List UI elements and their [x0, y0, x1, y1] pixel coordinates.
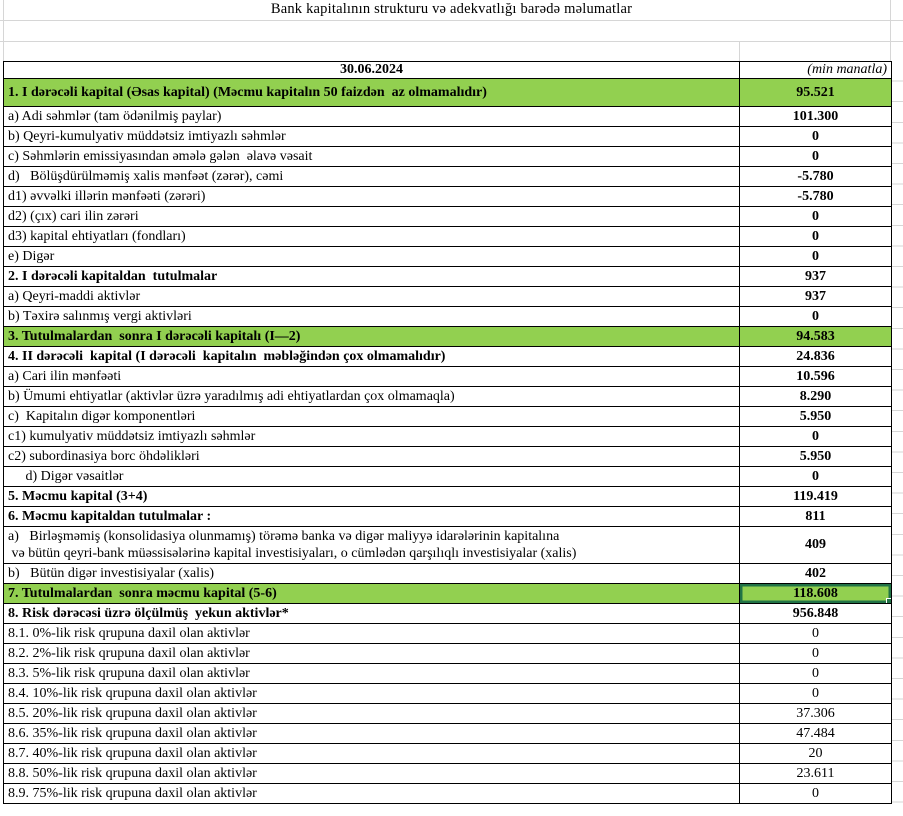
table-row — [4, 347, 892, 367]
table-row — [4, 207, 892, 227]
row-label-cell[interactable]: 8.1. 0%-lik risk qrupuna daxil olan aktivlər — [4, 624, 740, 644]
row-value-cell[interactable]: 402 — [740, 564, 892, 584]
row-label-cell[interactable]: 2. I dərəcəli kapitaldan tutulmalar — [4, 267, 740, 287]
row-value-cell[interactable]: 5.950 — [740, 407, 892, 427]
row-value-cell[interactable]: 937 — [740, 287, 892, 307]
table-row — [4, 307, 892, 327]
table-row — [4, 367, 892, 387]
row-label-cell[interactable]: 8.9. 75%-lik risk qrupuna daxil olan aktivlər — [4, 784, 740, 804]
sheet-title: Bank kapitalının strukturu və adekvatlığı barədə məlumatlar — [270, 1, 633, 17]
table-row — [4, 79, 892, 107]
row-label-cell[interactable]: 8.8. 50%-lik risk qrupuna daxil olan aktivlər — [4, 764, 740, 784]
row-label-cell[interactable]: 8.6. 35%-lik risk qrupuna daxil olan aktivlər — [4, 724, 740, 744]
table-row — [4, 407, 892, 427]
row-value-cell[interactable]: 0 — [740, 147, 892, 167]
row-value-cell[interactable]: 0 — [740, 127, 892, 147]
row-value-cell[interactable]: 94.583 — [740, 327, 892, 347]
row-label-cell[interactable]: 8.3. 5%-lik risk qrupuna daxil olan aktivlər — [4, 664, 740, 684]
table-row — [4, 527, 892, 564]
table-row — [4, 127, 892, 147]
row-value-cell[interactable]: 0 — [740, 427, 892, 447]
table-row — [4, 107, 892, 127]
row-label-cell[interactable]: d) Digər vəsaitlər — [4, 467, 740, 487]
table-row — [4, 387, 892, 407]
row-value-cell[interactable]: 0 — [740, 467, 892, 487]
row-value-cell[interactable]: 0 — [740, 784, 892, 804]
row-label-cell[interactable]: a) Qeyri-maddi aktivlər — [4, 287, 740, 307]
row-label-cell[interactable]: 3. Tutulmalardan sonra I dərəcəli kapitalı (I—2) — [4, 327, 740, 347]
selected-cell[interactable]: 118.608 — [740, 584, 892, 604]
row-value-cell[interactable]: 10.596 — [740, 367, 892, 387]
table-row — [4, 564, 892, 584]
table-row — [4, 427, 892, 447]
table-row — [4, 327, 892, 347]
row-label-cell[interactable]: 8. Risk dərəcəsi üzrə ölçülmüş yekun aktivlər* — [4, 604, 740, 624]
row-value-cell[interactable]: 0 — [740, 307, 892, 327]
row-value-cell[interactable]: 24.836 — [740, 347, 892, 367]
row-label-cell[interactable]: 8.5. 20%-lik risk qrupuna daxil olan aktivlər — [4, 704, 740, 724]
capital-table-body — [4, 79, 892, 804]
table-row — [4, 227, 892, 247]
row-value-cell[interactable]: 0 — [740, 644, 892, 664]
sheet-gridline — [890, 0, 891, 61]
table-row — [4, 624, 892, 644]
row-value-cell[interactable]: 23.611 — [740, 764, 892, 784]
row-value-cell[interactable]: 101.300 — [740, 107, 892, 127]
row-label-cell[interactable]: c) Səhmlərin emissiyasından əmələ gələn əlavə vəsait — [4, 147, 740, 167]
table-row — [4, 167, 892, 187]
row-label-cell[interactable]: 8.2. 2%-lik risk qrupuna daxil olan aktivlər — [4, 644, 740, 664]
sheet-gridline-strip — [891, 61, 903, 816]
sheet-gridline — [3, 0, 4, 61]
row-label-cell[interactable]: 5. Məcmu kapital (3+4) — [4, 487, 740, 507]
row-label-cell[interactable]: c) Kapitalın digər komponentləri — [4, 407, 740, 427]
table-row — [4, 467, 892, 487]
row-label-cell[interactable]: 8.7. 40%-lik risk qrupuna daxil olan aktivlər — [4, 744, 740, 764]
row-value-cell[interactable]: 0 — [740, 664, 892, 684]
row-label-cell[interactable]: d1) əvvəlki illərin mənfəəti (zərəri) — [4, 187, 740, 207]
table-row — [4, 784, 892, 804]
table-header-row — [4, 62, 892, 79]
table-row — [4, 287, 892, 307]
table-row — [4, 684, 892, 704]
row-value-cell[interactable]: 0 — [740, 227, 892, 247]
row-label-cell[interactable]: a) Cari ilin mənfəəti — [4, 367, 740, 387]
row-label-cell[interactable]: b) Qeyri-kumulyativ müddətsiz imtiyazlı səhmlər — [4, 127, 740, 147]
table-row — [4, 507, 892, 527]
sheet-gridline — [0, 20, 903, 21]
table-row — [4, 704, 892, 724]
row-label-cell[interactable]: c1) kumulyativ müddətsiz imtiyazlı səhmlər — [4, 427, 740, 447]
row-label-cell[interactable]: d) Bölüşdürülməmiş xalis mənfəət (zərər), cəmi — [4, 167, 740, 187]
row-label-cell[interactable]: 4. II dərəcəli kapital (I dərəcəli kapitalın məbləğindən çox olmamalıdır) — [4, 347, 740, 367]
row-value-cell[interactable]: 937 — [740, 267, 892, 287]
row-value-cell[interactable]: 0 — [740, 207, 892, 227]
row-value-cell[interactable]: 37.306 — [740, 704, 892, 724]
table-row — [4, 487, 892, 507]
table-row — [4, 604, 892, 624]
row-label-cell[interactable]: b) Təxirə salınmış vergi aktivləri — [4, 307, 740, 327]
row-value-cell[interactable]: 0 — [740, 624, 892, 644]
row-label-cell[interactable]: 7. Tutulmalardan sonra məcmu kapital (5-6) — [4, 584, 740, 604]
sheet-gridline — [739, 41, 740, 61]
row-value-cell[interactable]: 811 — [740, 507, 892, 527]
row-value-cell[interactable]: 0 — [740, 247, 892, 267]
row-label-cell[interactable]: 1. I dərəcəli kapital (Əsas kapital) (Məcmu kapitalın 50 faizdən az olmamalıdır) — [4, 79, 740, 107]
row-label-cell[interactable]: a) Adi səhmlər (tam ödənilmiş paylar) — [4, 107, 740, 127]
row-value-cell[interactable]: 5.950 — [740, 447, 892, 467]
table-row — [4, 764, 892, 784]
row-value-cell[interactable]: 20 — [740, 744, 892, 764]
row-label-cell[interactable]: d3) kapital ehtiyatları (fondları) — [4, 227, 740, 247]
row-label-cell[interactable]: 6. Məcmu kapitaldan tutulmalar : — [4, 507, 740, 527]
row-value-cell[interactable]: 0 — [740, 684, 892, 704]
row-value-cell[interactable]: 8.290 — [740, 387, 892, 407]
row-value-cell[interactable]: 95.521 — [740, 79, 892, 107]
table-row — [4, 584, 892, 604]
row-value-cell[interactable]: 119.419 — [740, 487, 892, 507]
row-label-cell[interactable]: c2) subordinasiya borc öhdəlikləri — [4, 447, 740, 467]
table-row — [4, 247, 892, 267]
row-label-cell[interactable]: b) Bütün digər investisiyalar (xalis) — [4, 564, 740, 584]
row-value-cell[interactable]: 956.848 — [740, 604, 892, 624]
row-value-cell[interactable]: 409 — [740, 527, 892, 564]
sheet-gridline — [0, 41, 903, 42]
row-label-cell[interactable]: 8.4. 10%-lik risk qrupuna daxil olan aktivlər — [4, 684, 740, 704]
row-label-cell[interactable]: e) Digər — [4, 247, 740, 267]
row-value-cell[interactable]: -5.780 — [740, 187, 892, 207]
table-row — [4, 267, 892, 287]
unit-label-cell[interactable]: (min manatla) — [740, 62, 892, 79]
row-label-cell[interactable]: a) Birləşməmiş (konsolidasiya olunmamış) törəmə banka və digər maliyyə idarələrinin kapitalına və bütün qeyri-bank müəssisələrinə kapital investisiyaları, o cümlədən qarşılıqlı investisiyalar (xalis) — [4, 527, 740, 564]
report-date-cell[interactable]: 30.06.2024 — [4, 62, 740, 79]
row-label-cell[interactable]: b) Ümumi ehtiyatlar (aktivlər üzrə yaradılmış adi ehtiyatlardan çox olmamaqla) — [4, 387, 740, 407]
row-value-cell[interactable]: -5.780 — [740, 167, 892, 187]
table-row — [4, 644, 892, 664]
table-row — [4, 724, 892, 744]
table-row — [4, 447, 892, 467]
table-row — [4, 147, 892, 167]
table-row — [4, 744, 892, 764]
row-value-cell[interactable]: 47.484 — [740, 724, 892, 744]
table-row — [4, 664, 892, 684]
row-label-cell[interactable]: d2) (çıx) cari ilin zərəri — [4, 207, 740, 227]
table-row — [4, 187, 892, 207]
capital-structure-table — [3, 61, 892, 804]
